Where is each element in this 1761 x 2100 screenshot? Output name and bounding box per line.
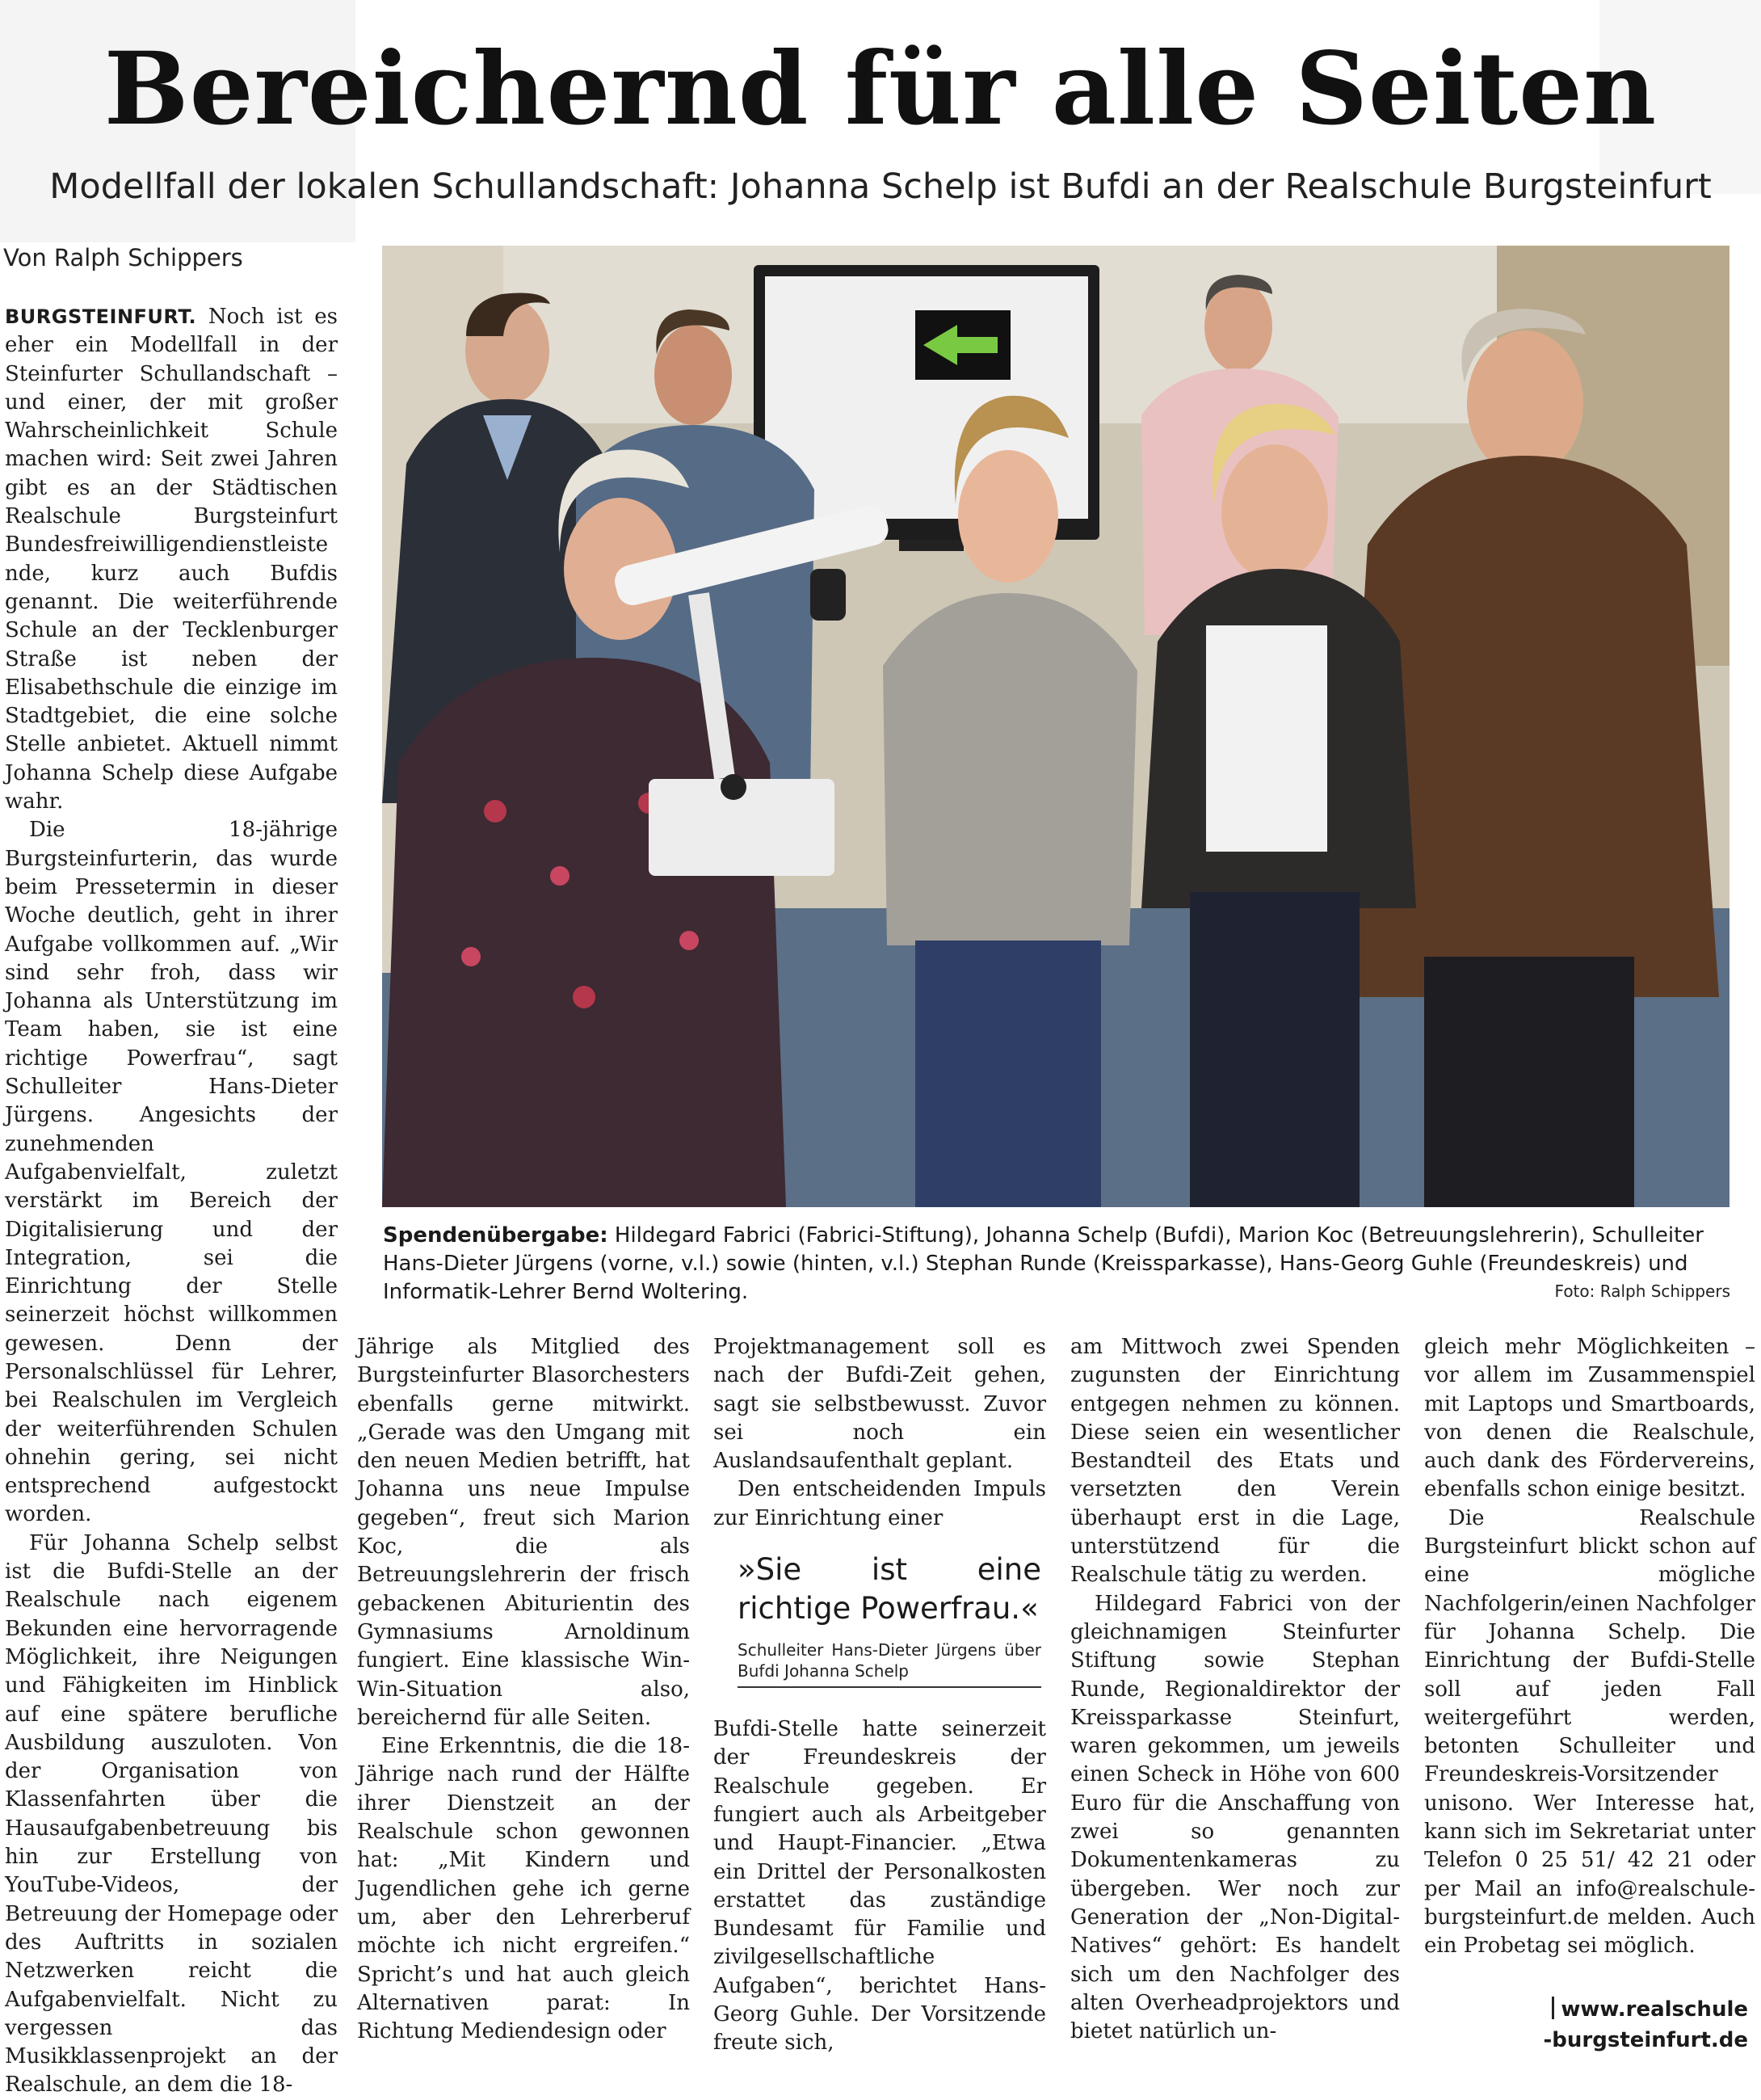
website-link[interactable]	[1544, 1994, 1749, 2056]
article-column-1	[5, 303, 338, 2100]
divider	[1552, 1997, 1554, 2019]
photo-caption	[383, 1222, 1729, 1307]
pull-quote-text: »Sie ist eine richtige Powerfrau.«	[738, 1552, 1041, 1627]
paragraph	[5, 303, 338, 816]
subheadline: Modellfall der lokalen Schullandschaft: Johanna Schelp ist Bufdi an der Realschule Burgsteinfurt	[49, 166, 1712, 207]
paragraph: Hildegard Fabrici von der gleichnamigen Steinfurter Stiftung sowie Stephan Runde, Regionaldirektor der Kreissparkasse Steinfurt, waren gekommen, um jeweils einen Scheck in Höhe von 600 Euro für die Anschaffung von zwei so genannten Dokumentenkameras zu übergeben. Wer noch zur Generation der „Non-Digital-Natives“ gehört: Es handelt sich um den Nachfolger des alten Overheadprojektors und bietet natürlich un-	[1070, 1591, 1400, 2044]
paragraph: Projektmanagement soll es nach der Bufdi-Zeit gehen, sagt sie selbstbewusst. Zuvor sei noch ein Auslandsaufenthalt geplant.	[713, 1335, 1046, 1474]
dateline: BURGSTEINFURT.	[5, 305, 197, 328]
paragraph: Die 18-jährige Burgsteinfurterin, das wurde beim Pressetermin in dieser Woche deutlich, geht in ihrer Aufgabe vollkommen auf. „Wir sind sehr froh, dass wir Johanna als Unterstützung im Team haben, sie ist eine richtige Powerfrau“, sagt Schulleiter Hans-Dieter Jürgens. Angesichts der zunehmenden Aufgabenvielfalt, zuletzt verstärkt im Bereich der Digitalisierung und der Integration, sei die Einrichtung der Stelle seinerzeit höchst willkommen gewesen. Denn der Personalschlüssel für Lehrer, bei Realschulen im Vergleich der weiterführenden Schulen ohnehin gering, sei nicht entsprechend aufgestockt worden.	[5, 818, 338, 1527]
paragraph: Für Johanna Schelp selbst ist die Bufdi-Stelle an der Realschule nach eigenem Bekunden eine hervorragende Möglichkeit, ihre Neigungen und Fähigkeiten im Hinblick auf eine spätere berufliche Ausbildung auszuloten. Von der Organisation von Klassenfahrten über die Hausaufgabenbetreuung bis hin zur Erstellung von YouTube-Videos, der Betreuung der Homepage oder des Auftritts in sozialen Netzwerken reicht die Aufgabenvielfalt. Nicht zu vergessen das Musikklassenprojekt an der Realschule, an dem die 18-	[5, 1530, 338, 2098]
article-photo	[382, 246, 1729, 1207]
paragraph: Die Realschule Burgsteinfurt blickt schon auf eine mögliche Nachfolgerin/einen Nachfolger für Johanna Schelp. Die Einrichtung der Bufdi-Stelle soll auf jeden Fall weitergeführt werden, betonten Schulleiter und Freundeskreis-Vorsitzender unisono. Wer Interesse hat, kann sich im Sekretariat unter Telefon 0 25 51/ 42 21 oder per Mail an info@realschule-burgsteinfurt.de melden. Auch ein Probetag sei möglich.	[1424, 1505, 1755, 1959]
photo-credit: Foto: Ralph Schippers	[1554, 1281, 1730, 1301]
website-link-line-1: www.realschule	[1561, 1997, 1748, 2022]
article-column-3	[713, 1333, 1046, 2058]
paragraph: gleich mehr Möglichkeiten – vor allem im Zusammenspiel mit Laptops und Smartboards, von denen die Realschule, auch dank des Fördervereins, ebenfalls schon einige besitzt.	[1424, 1335, 1755, 1502]
caption-text: Hildegard Fabrici (Fabrici-Stiftung), Johanna Schelp (Bufdi), Marion Koc (Betreuungslehrerin), Schulleiter Hans-Dieter Jürgens (vorne, v.l.) sowie (hinten, v.l.) Stephan Runde (Kreissparkasse), Hans-Georg Guhle (Freundeskreis) und Informatik-Lehrer Bernd Woltering.	[383, 1223, 1704, 1304]
paragraph: Jährige als Mitglied des Burgsteinfurter Blasorchesters ebenfalls gerne mitwirkt. „Gerade was den Umgang mit den neuen Medien betrifft, hat Johanna uns neue Impulse gegeben“, freut sich Marion Koc, die als Betreuungslehrerin der frisch gebackenen Abiturientin des Gymnasiums Arnoldinum fungiert. Eine klassische Win-Win-Situation also, bereichernd für alle Seiten.	[357, 1335, 690, 1730]
caption-lead: Spendenübergabe:	[383, 1223, 608, 1248]
article-column-2	[357, 1333, 690, 2046]
paragraph: Bufdi-Stelle hatte seinerzeit der Freundeskreis der Realschule gegeben. Er fungiert auch als Arbeitgeber und Haupt-Financier. „Etwa ein Drittel der Personalkosten erstattet das zuständige Bundesamt für Familie und zivilgesellschaftliche Aufgaben“, berichtet Hans-Georg Guhle. Der Vorsitzende freute sich,	[713, 1717, 1046, 2056]
paragraph: am Mittwoch zwei Spenden zugunsten der Einrichtung entgegen nehmen zu können. Diese seien ein wesentlicher Bestandteil des Etats und versetzten den Verein überhaupt erst in die Lage, unterstützend für die Realschule tätig zu werden.	[1070, 1335, 1400, 1588]
article-column-5	[1424, 1333, 1755, 1961]
pull-quote-attribution: Schulleiter Hans-Dieter Jürgens über Bufdi Johanna Schelp	[738, 1639, 1041, 1688]
paragraph-text: Noch ist es eher ein Modellfall in der Steinfurter Schullandschaft – und einer, der mit großer Wahrscheinlichkeit Schule machen wird: Seit zwei Jahren gibt es an der Städtischen Realschule Burgsteinfurt Bundesfreiwilligendienstleistende, kurz auch Bufdis genannt. Die weiterführende Schule an der Tecklenburger Straße ist neben der Elisabethschule die einzige im Stadtgebiet, die eine solche Stelle anbietet. Aktuell nimmt Johanna Schelp diese Aufgabe wahr.	[5, 305, 338, 814]
group-photo-illustration	[382, 246, 1729, 1207]
paragraph: Den entscheidenden Impuls zur Einrichtung einer	[713, 1477, 1046, 1530]
website-link-line-2: -burgsteinfurt.de	[1543, 2028, 1748, 2052]
byline: Von Ralph Schippers	[3, 244, 243, 271]
pull-quote	[738, 1551, 1041, 1688]
paragraph: Eine Erkenntnis, die die 18-Jährige nach rund der Hälfte ihrer Dienstzeit an der Realschule schon gewonnen hat: „Mit Kindern und Jugendlichen gehe ich gerne um, aber den Lehrerberuf möchte ich nicht ergreifen.“ Spricht’s und hat auch gleich Alternativen parat: In Richtung Mediendesign oder	[357, 1734, 690, 2044]
headline: Bereichernd für alle Seiten	[103, 31, 1658, 148]
article-column-4	[1070, 1333, 1400, 2046]
